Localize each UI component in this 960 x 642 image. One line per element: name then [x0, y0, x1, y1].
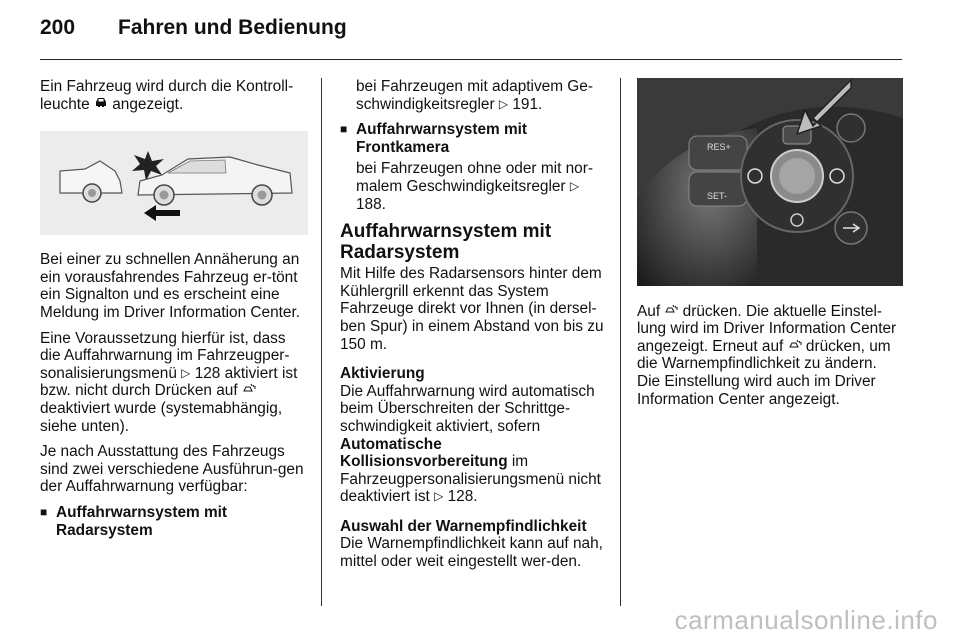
- steering-wheel-controls-photo: [637, 78, 903, 291]
- col2-p3-text-a: Die Auffahrwarnung wird automatisch beim Überschreiten der Schrittge-schwindigkeit aktiviert, sofern: [340, 382, 595, 435]
- col2-paragraph-3: [340, 383, 608, 506]
- label-set: SET-: [707, 191, 728, 201]
- column-divider-1: [321, 78, 322, 606]
- col1-p3-text-a: Eine Voraussetzung hierfür ist, dass die Auffahrwarnung im Fahrzeugper-sonalisierungsmenü: [40, 329, 290, 382]
- col1-p1-text-c: angezeigt.: [112, 95, 184, 113]
- page-header: [40, 16, 347, 40]
- bullet-icon: ■: [40, 504, 48, 519]
- subheading-sensitivity: Auswahl der Warnempfindlichkeit: [340, 517, 587, 535]
- collision-alert-button-icon: [788, 338, 802, 356]
- collision-warning-illustration: [40, 131, 308, 235]
- col1-p1-text-a: Ein Fahrzeug wird durch die Kontroll-: [40, 78, 294, 95]
- col2-p1-reference: 191.: [512, 95, 543, 113]
- col2-paragraph-2: Mit Hilfe des Radarsensors hinter dem Kühlergrill erkennt das System Fahrzeuge direkt vor Ihnen (in dersel-ben Spur) in einem Abstand von bis zu 150 m.: [340, 265, 604, 353]
- col2-bullet2-reference: 188.: [356, 195, 386, 213]
- column-3: [637, 78, 903, 416]
- col2-p3-bold: Automatische Kollisionsvorbereitung: [340, 435, 508, 471]
- col2-p3-reference: 128.: [447, 488, 478, 506]
- header-rule: [40, 59, 902, 60]
- page-title: Fahren und Bedienung: [118, 16, 347, 39]
- col3-p1-text-c: drücken, um die Warnempfindlichkeit zu ändern. Die Einstellung wird auch im Driver Information Center angezeigt.: [637, 337, 891, 408]
- bullet-icon: ■: [340, 122, 348, 137]
- bullet-camera-title: Auffahrwarnsystem mit Frontkamera: [356, 121, 528, 156]
- col3-p1-text-a: Auf: [637, 302, 661, 320]
- page-reference-icon: ▷: [498, 96, 509, 111]
- col1-p3-text-c: deaktiviert wurde (systemabhängig, siehe unten).: [40, 399, 283, 435]
- col2-bullet2-text: bei Fahrzeugen ohne oder mit nor-malem Geschwindigkeitsregler: [356, 160, 593, 195]
- col1-paragraph-2: Bei einer zu schnellen Annäherung an ein vorausfahrendes Fahrzeug er-tönt ein Signalton und es erscheint eine Meldung im Driver Information Center.: [40, 251, 301, 321]
- list-item-camera: [340, 121, 608, 156]
- col1-p3-text-b: aktiviert ist bzw. nicht durch Drücken auf: [40, 364, 298, 400]
- column-2: [340, 78, 608, 579]
- column-1: [40, 78, 308, 543]
- subheading-activation: Aktivierung: [340, 365, 425, 383]
- col2-bullet-2-text: [340, 160, 608, 213]
- page-reference-icon: ▷: [569, 178, 580, 193]
- collision-alert-button-icon: [242, 382, 256, 400]
- col3-p1-text-b: drücken. Die aktuelle Einstel-lung wird im Driver Information Center angezeigt. Erneut auf: [637, 302, 897, 355]
- page-reference-icon: ▷: [181, 365, 191, 380]
- watermark: carmanualsonline.info: [674, 605, 938, 635]
- col1-p3-reference: 128: [194, 364, 221, 382]
- col2-paragraph-1: [340, 78, 608, 113]
- col2-p3-text-b: im Fahrzeugpersonalisierungsmenü nicht deaktiviert ist: [340, 453, 601, 506]
- col1-p1-text-b: leuchte: [40, 95, 90, 113]
- label-res: RES+: [707, 142, 731, 152]
- col1-paragraph-3: [40, 330, 308, 436]
- col1-paragraph-1: [40, 78, 308, 113]
- car-front-icon: [94, 96, 108, 114]
- page-reference-icon: ▷: [434, 489, 444, 504]
- page-number: 200: [40, 16, 76, 39]
- col2-p1-text: bei Fahrzeugen mit adaptivem Ge-schwindigkeitsregler: [356, 78, 593, 113]
- collision-alert-button-icon: [664, 303, 678, 321]
- col2-paragraph-4: Die Warnempfindlichkeit kann auf nah, mittel oder weit eingestellt wer-den.: [340, 535, 603, 571]
- col3-paragraph-1: [637, 303, 903, 409]
- section-heading: Auffahrwarnsystem mit Radarsystem: [340, 221, 552, 264]
- list-item-radar: [40, 504, 308, 539]
- col1-paragraph-4: Je nach Ausstattung des Fahrzeugs sind zwei verschiedene Ausführun-gen der Auffahrwarnung verfügbar:: [40, 443, 304, 496]
- column-divider-2: [620, 78, 621, 606]
- bullet-radar-title: Auffahrwarnsystem mit Radarsystem: [56, 503, 228, 539]
